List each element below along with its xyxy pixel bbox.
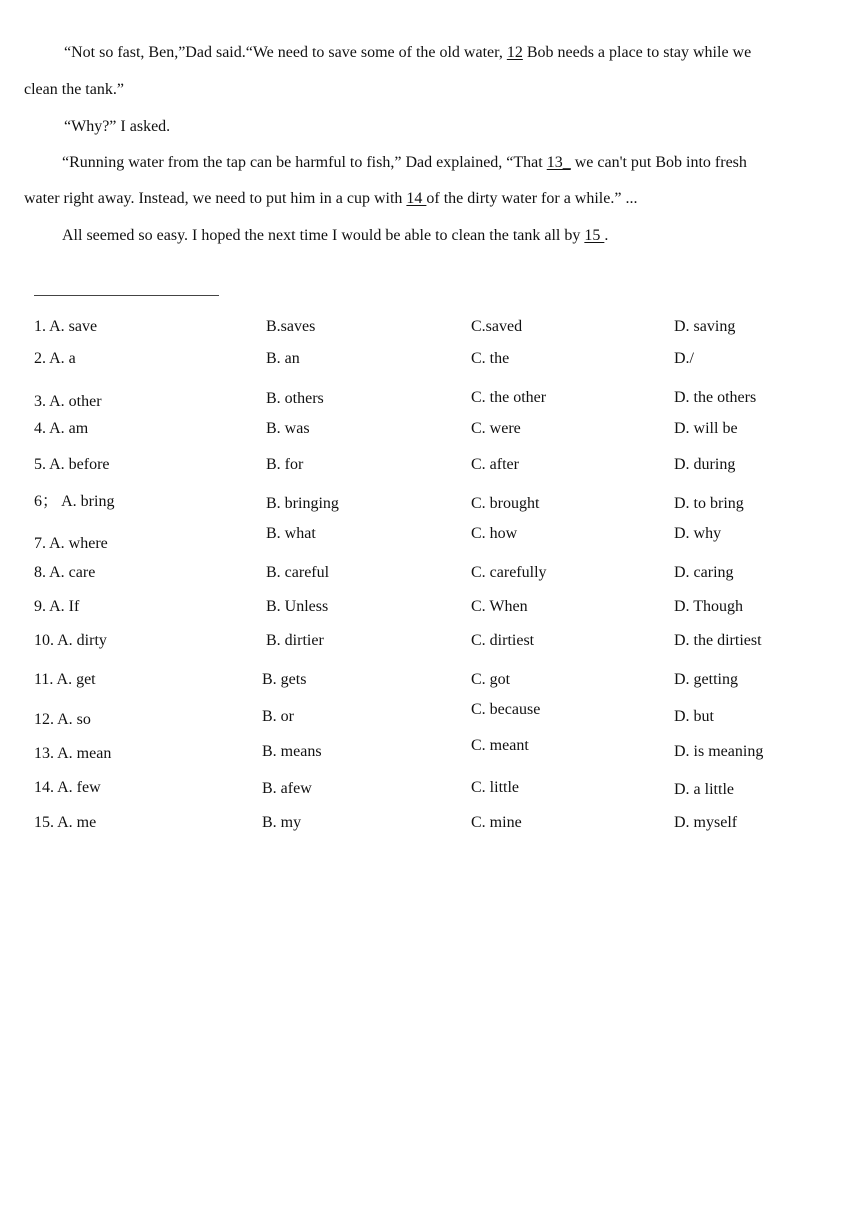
- passage-line-5: [24, 189, 637, 209]
- option-b: B. means: [262, 743, 322, 760]
- option-d: D. during: [674, 456, 736, 473]
- option-a: 7. A. where: [34, 535, 108, 552]
- passage-line-2: [24, 80, 124, 100]
- option-a: 12. A. so: [34, 711, 91, 728]
- option-a: 6； A. bring: [34, 493, 115, 510]
- option-b: B. afew: [262, 780, 312, 797]
- option-d: D. Though: [674, 598, 744, 615]
- passage-text: clean the tank.”: [24, 81, 124, 98]
- option-a: 11. A. get: [34, 671, 96, 688]
- passage-text: “Running water from the tap can be harmful to fish,” Dad explained, “That: [62, 154, 543, 171]
- option-d: D. the dirtiest: [674, 632, 762, 649]
- passage-text: All seemed so easy. I hoped the next time I would be able to clean the tank all by: [62, 227, 581, 244]
- passage-line-6: [62, 226, 608, 246]
- option-a: 4. A. am: [34, 420, 89, 437]
- option-b: B.saves: [266, 318, 316, 335]
- option-a: 8. A. care: [34, 564, 96, 581]
- option-d: D. the others: [674, 389, 757, 406]
- passage-text: “Not so fast, Ben,”Dad said.“We need to save some of the old water,: [64, 44, 503, 61]
- blank-12: 12: [506, 44, 523, 61]
- option-a: 5. A. before: [34, 456, 110, 473]
- option-b: B. an: [266, 350, 300, 367]
- option-c: C. the: [471, 350, 510, 367]
- option-b: B. careful: [266, 564, 330, 581]
- option-c: C. how: [471, 525, 518, 542]
- passage-text: water right away. Instead, we need to put him in a cup with: [24, 190, 403, 207]
- option-b: B. or: [262, 708, 294, 725]
- option-b: B. others: [266, 390, 324, 407]
- option-d: D. why: [674, 525, 722, 542]
- passage-line-3: [64, 117, 170, 137]
- option-a: 1. A. save: [34, 318, 98, 335]
- option-d: D. saving: [674, 318, 736, 335]
- option-b: B. gets: [262, 671, 307, 688]
- blank-15: 15: [584, 227, 605, 244]
- passage-line-1: [64, 43, 751, 63]
- option-b: B. what: [266, 525, 316, 542]
- option-b: B. Unless: [266, 598, 329, 615]
- passage-line-4: [62, 153, 747, 173]
- option-c: C. When: [471, 598, 528, 615]
- passage-text: Bob needs a place to stay while we: [526, 44, 752, 61]
- option-c: C. mine: [471, 814, 522, 831]
- option-c: C. carefully: [471, 564, 547, 581]
- option-a: 14. A. few: [34, 779, 101, 796]
- blank-14: 14: [406, 190, 427, 207]
- option-a: 2. A. a: [34, 350, 76, 367]
- option-c: C. after: [471, 456, 519, 473]
- option-d: D. getting: [674, 671, 738, 688]
- option-d: D. to bring: [674, 495, 744, 512]
- option-d: D. but: [674, 708, 714, 725]
- passage-text: .: [604, 227, 609, 244]
- option-d: D. a little: [674, 781, 734, 798]
- option-a: 10. A. dirty: [34, 632, 107, 649]
- passage-text: “Why?” I asked.: [64, 118, 171, 135]
- option-b: B. for: [266, 456, 304, 473]
- option-d: D. will be: [674, 420, 738, 437]
- option-d: D./: [674, 350, 694, 367]
- option-b: B. was: [266, 420, 310, 437]
- option-c: C. because: [471, 701, 541, 718]
- option-a: 3. A. other: [34, 393, 102, 410]
- option-a: 13. A. mean: [34, 745, 112, 762]
- option-a: 15. A. me: [34, 814, 97, 831]
- passage-text: we can't put Bob into fresh: [574, 154, 747, 171]
- option-b: B. bringing: [266, 495, 339, 512]
- option-c: C. dirtiest: [471, 632, 535, 649]
- option-a: 9. A. If: [34, 598, 80, 615]
- option-c: C. were: [471, 420, 521, 437]
- option-c: C. meant: [471, 737, 529, 754]
- option-c: C. got: [471, 671, 511, 688]
- option-c: C. brought: [471, 495, 540, 512]
- option-d: D. caring: [674, 564, 734, 581]
- option-d: D. is meaning: [674, 743, 764, 760]
- option-c: C.saved: [471, 318, 523, 335]
- option-c: C. the other: [471, 389, 547, 406]
- option-c: C. little: [471, 779, 519, 796]
- passage-text: of the dirty water for a while.” ...: [426, 190, 638, 207]
- option-b: B. dirtier: [266, 632, 324, 649]
- divider-line: [34, 295, 219, 296]
- blank-13: 13_: [546, 154, 571, 171]
- option-b: B. my: [262, 814, 302, 831]
- option-d: D. myself: [674, 814, 738, 831]
